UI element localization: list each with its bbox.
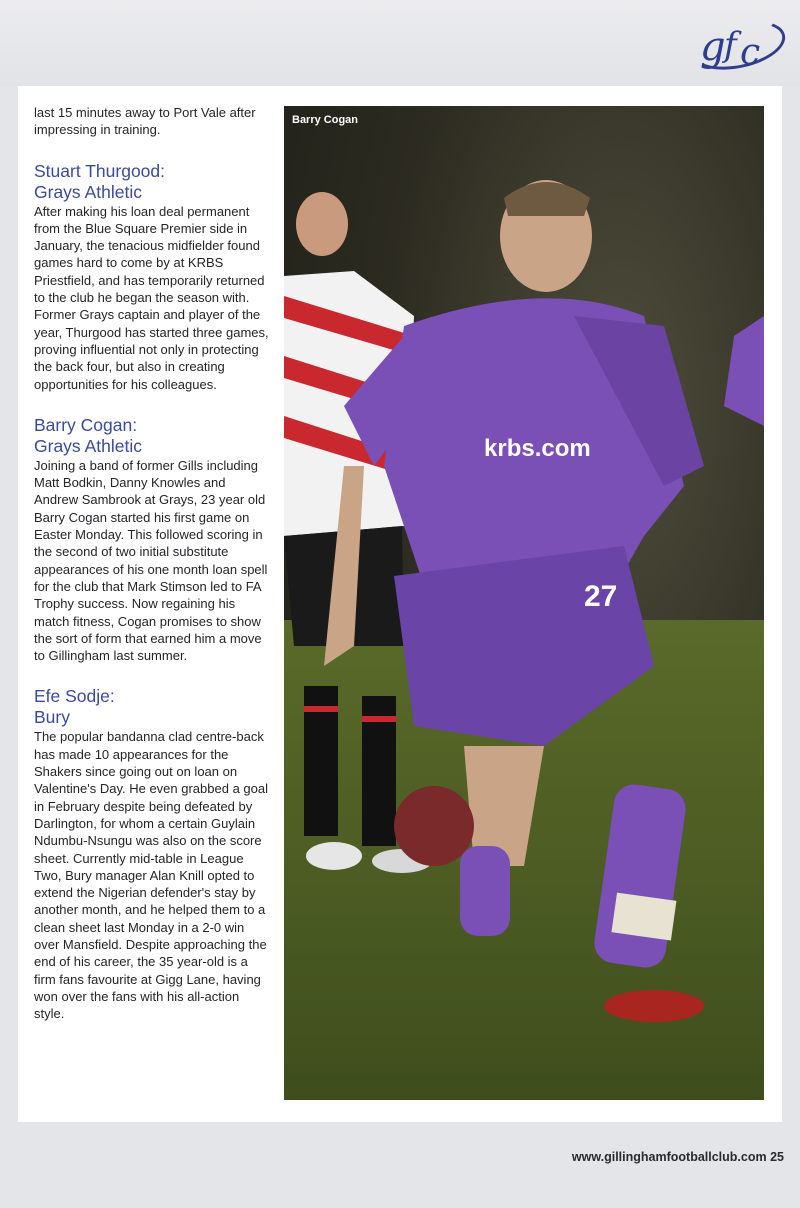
club-website-link[interactable]: www.gillinghamfootballclub.com: [571, 1150, 767, 1164]
club-logo: [698, 16, 778, 72]
section-efe-sodje: [34, 686, 270, 1022]
shirt-number-text: 27: [584, 580, 618, 613]
loan-club: Bury: [34, 707, 70, 728]
section-body: After making his loan deal permanent from the Blue Square Premier side in January, the tenacious midfielder found games hard to come by at KRBS Priestfield, and has temporarily returned to the club he began the season with. Former Grays captain and player of the year, Thurgood has started three games, proving influential not only in protecting the back four, but also in creating opportunities for his colleagues.: [34, 203, 269, 392]
svg-text:f: f: [724, 25, 729, 65]
section-heading: [34, 686, 270, 728]
section-barry-cogan: [34, 415, 270, 665]
page-number: 25: [770, 1150, 784, 1164]
player-name: Stuart Thurgood:: [34, 160, 166, 181]
player-name: Efe Sodje:: [34, 686, 115, 707]
svg-text:g: g: [700, 24, 718, 70]
page-footer: [572, 1150, 784, 1164]
section-heading: [34, 161, 270, 203]
match-action-illustration: [284, 106, 764, 1100]
header-band: [0, 0, 800, 86]
lead-paragraph: last 15 minutes away to Port Vale after impressing in training.: [34, 105, 256, 138]
partial-player: [724, 316, 764, 426]
photo-caption: Barry Cogan: [292, 114, 359, 126]
loan-club: Grays Athletic: [34, 181, 142, 202]
loan-club: Grays Athletic: [34, 435, 142, 456]
article-column: [34, 104, 270, 1022]
svg-text:c: c: [740, 32, 753, 72]
section-stuart-thurgood: [34, 161, 270, 393]
shirt-sponsor-text: krbs.com: [484, 435, 591, 462]
player-name: Barry Cogan:: [34, 414, 138, 435]
player-photo: [284, 106, 764, 1100]
section-body: Joining a band of former Gills including Matt Bodkin, Danny Knowles and Andrew Sambrook at Grays, 23 year old Barry Cogan started his first game on Easter Monday. This followed scoring in the second of two initial substitute appearances of his one month loan spell for the club that Mark Stimson led to FA Trophy success. Now regaining his match fitness, Cogan promises to show the sort of form that earned him a move to Gillingham last summer.: [34, 457, 268, 664]
section-heading: [34, 415, 270, 457]
section-body: The popular bandanna clad centre-back has made 10 appearances for the Shakers since going out on loan on Valentine's Day. He even grabbed a goal in February despite being defeated by Darlington, for whom a certain Guylain Ndumbu-Nsungu was also on the score sheet. Currently mid-table in League Two, Bury manager Alan Knill opted to extend the Nigerian defender's stay by another month, and he helped them to a clean sheet last Monday in a 2-0 win over Mansfield. Despite approaching the end of his career, the 35 year-old is a firm fans favourite at Gigg Lane, having won over the fans with his all-action style.: [34, 729, 268, 1022]
